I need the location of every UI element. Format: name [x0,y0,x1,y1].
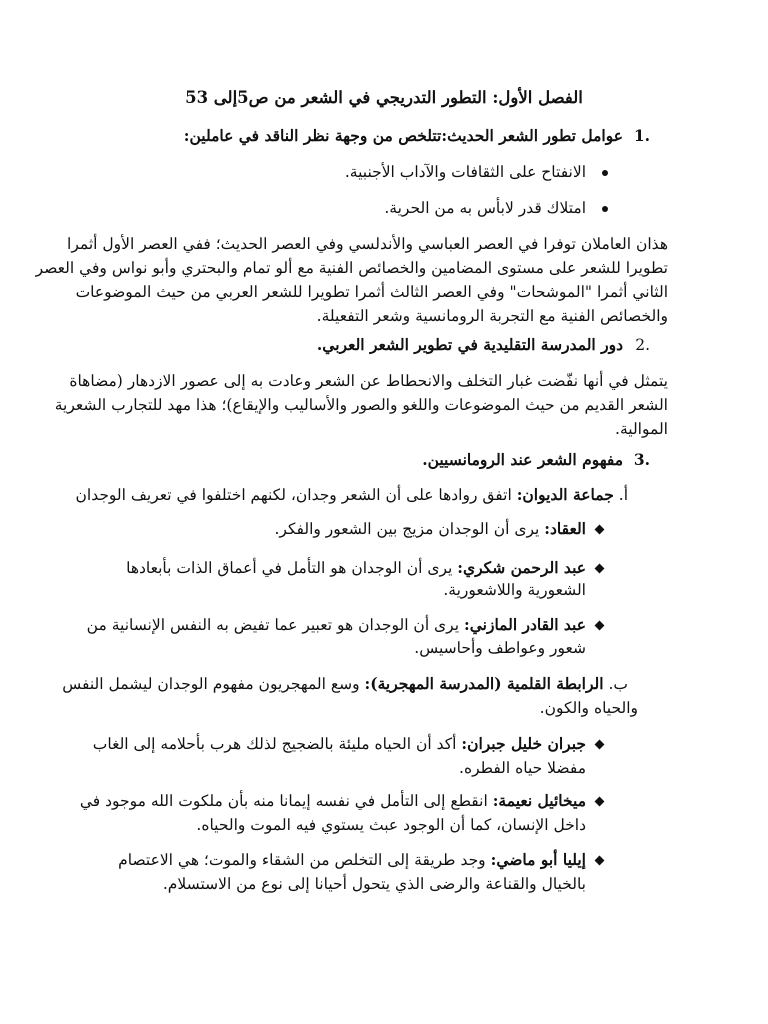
a-item-mazini [86,613,586,637]
b-item-naimy-cont: داخل الإنسان، كما أن الوجود عبث يستوي فيه الموت والحياه. [196,816,586,834]
a-item-label: عبد الرحمن شكري: [457,558,586,577]
paragraph-line: يتمثل في أنها نفّضت غبار التخلف والانحطاط عن الشعر وعادت به إلى عصور الازدهار (مضاهاة [69,372,668,390]
b-item-gibran [92,732,586,756]
section-1-number: 1. [633,126,650,145]
a-item-label: عبد القادر المازني: [464,615,586,634]
section-1-bullet-1: الانفتاح على الثقافات والآداب الأجنبية. [344,163,586,181]
b-item-abumadi-cont: بالخيال والقناعة والرضى الذي يتحول أحيانا إلى نوع من الاستسلام. [162,875,586,893]
b-item-naimy [79,789,586,813]
page-title: الفصل الأول: التطور التدريجي في الشعر من ص5إلى 53 [185,88,583,107]
diamond-bullet-icon [595,564,605,574]
subsection-b-text: وسع المهجريون مفهوم الوجدان ليشمل النفس [62,675,360,693]
bullet-dot-icon [602,170,608,176]
a-item-text: يرى أن الوجدان هو التأمل في أعماق الذات بأبعادها [126,559,453,577]
diamond-bullet-icon [595,621,605,631]
paragraph-line: الموالية. [615,420,668,438]
section-2-paragraph [54,369,668,441]
a-item-label: العقاد: [544,519,586,538]
diamond-bullet-icon [595,740,605,750]
a-item-shukri [100,556,586,580]
subsection-a-marker: أ. [618,486,628,504]
a-item-text: يرى أن الوجدان هو تعبير عما تفيض به النفس الإنسانية من [86,616,460,634]
section-2-number: 2. [635,336,650,354]
bullet-dot-icon [602,206,608,212]
subsection-a-label: جماعة الديوان: [516,485,614,504]
section-3-heading: مفهوم الشعر عند الرومانسيين. [422,450,623,469]
subsection-b-label: الرابطة القلمية (المدرسة المهجرية): [364,674,604,693]
subsection-a-text: اتفق روادها على أن الشعر وجدان، لكنهم اختلفوا في تعريف الوجدان [75,486,512,504]
a-item-mazini-cont: شعور وعواطف وأحاسيس. [414,639,586,657]
b-item-text: انقطع إلى التأمل في نفسه إيمانا منه بأن ملكوت الله موجود في [79,792,488,810]
b-item-text: وجد طريقة إلى التخلص من الشقاء والموت؛ هي الاعتصام [118,851,486,869]
b-item-text: أكد أن الحياه مليئة بالضجيج لذلك هرب بأحلامه إلى الغاب [92,735,457,753]
b-item-label: ميخائيل نعيمة: [492,791,586,810]
section-1-heading: عوامل تطور الشعر الحديث:تتلخص من وجهة نظر الناقد في عاملين: [183,126,623,145]
paragraph-line: تطويرا للشعر على مستوى المضامين والخصائص الفنية مع ألو تمام والبحتري وأبو نواس وفي العصر [35,259,668,277]
b-item-abumadi [100,848,586,872]
paragraph-line: الشعر القديم من حيث الموضوعات واللغو والصور والأساليب والإيقاع)؛ هذا مهد للتجارب الشعرية [54,396,668,414]
b-item-gibran-cont: مفضلا حياه الفطره. [459,759,586,777]
b-item-label: إيليا أبو ماضي: [490,850,586,869]
subsection-b-marker: ب. [608,675,628,693]
subsection-b [62,672,628,696]
paragraph-line: والخصائص الفنية مع التجربة الرومانسية وشعر التفعيلة. [316,307,668,325]
a-item-aqqad [100,517,586,541]
b-item-label: جبران خليل جبران: [461,734,586,753]
section-2-heading: دور المدرسة التقليدية في تطوير الشعر العربي. [316,335,623,354]
section-1-paragraph [35,232,668,328]
subsection-b-cont: والحياه والكون. [539,699,638,717]
diamond-bullet-icon [595,856,605,866]
a-item-text: يرى أن الوجدان مزيج بين الشعور والفكر. [274,520,540,538]
diamond-bullet-icon [595,525,605,535]
paragraph-line: هذان العاملان توفرا في العصر العباسي والأندلسي وفي العصر الحديث؛ ففي العصر الأول أثمرا [67,235,668,253]
paragraph-line: الثاني أثمرا "الموشحات" وفي العصر الثالث أثمرا تطويرا للشعر العربي من حيث الموضوعات [75,283,668,301]
diamond-bullet-icon [595,797,605,807]
section-1-bullet-2: امتلاك قدر لابأس به من الحرية. [384,199,586,217]
subsection-a [75,483,628,507]
a-item-shukri-cont: الشعورية واللاشعورية. [443,581,586,599]
section-3-number: 3. [633,450,650,469]
